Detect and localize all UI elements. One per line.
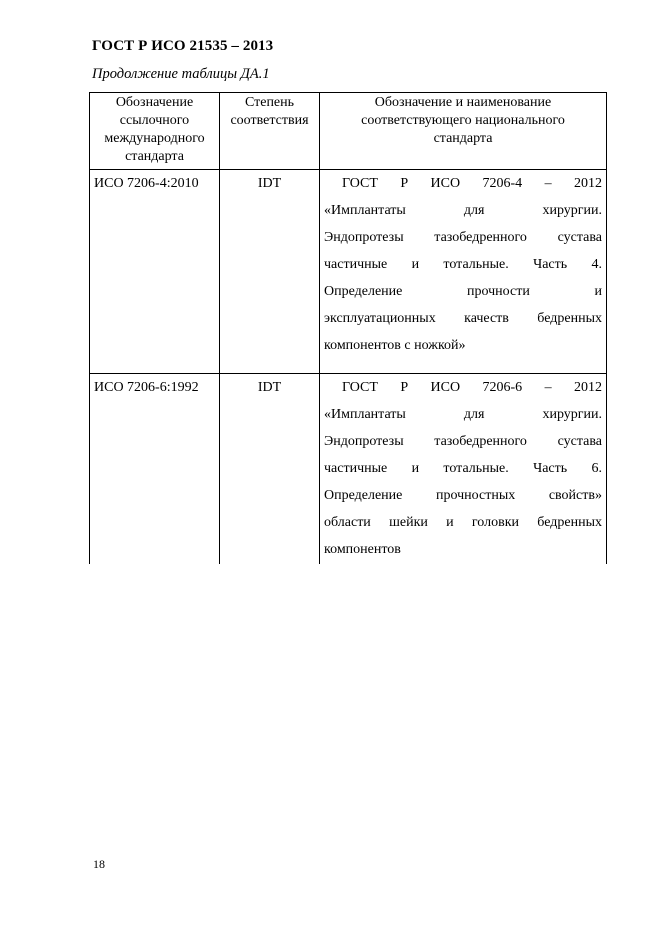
name-line: ГОСТ Р ИСО 7206-6 – 2012	[342, 380, 602, 395]
name-line: Эндопротезы тазобедренного сустава	[324, 230, 602, 245]
header-line: ссылочного	[119, 113, 190, 128]
conformity-degree: IDT	[220, 374, 320, 565]
table-row	[90, 374, 607, 565]
header-line: международного	[104, 131, 205, 146]
national-standard-name	[320, 170, 607, 374]
table-row	[90, 170, 607, 374]
header-line: Обозначение и наименование	[374, 95, 552, 110]
header-line: соответствия	[230, 113, 309, 128]
international-standard-code: ИСО 7206-4:2010	[90, 170, 220, 374]
header-line: стандарта	[433, 131, 493, 146]
name-line: «Имплантаты для хирургии.	[324, 407, 602, 422]
header-international-standard	[90, 93, 220, 170]
international-standard-code: ИСО 7206-6:1992	[90, 374, 220, 565]
national-standard-name	[320, 374, 607, 565]
header-line: Обозначение	[115, 95, 194, 110]
name-line: компонентов с ножкой»	[324, 338, 466, 353]
header-line: стандарта	[125, 149, 184, 164]
header-national-standard	[320, 93, 607, 170]
name-line: ГОСТ Р ИСО 7206-4 – 2012	[342, 176, 602, 191]
name-line: компонентов	[324, 542, 401, 557]
name-line: частичные и тотальные. Часть 4.	[324, 257, 602, 272]
name-line: Определение прочностных свойств»	[324, 488, 602, 503]
conformity-degree: IDT	[220, 170, 320, 374]
reference-standards-table	[89, 92, 607, 564]
document-header: ГОСТ Р ИСО 21535 – 2013	[92, 38, 274, 54]
table-header-row	[90, 93, 607, 170]
header-line: соответствующего национального	[361, 113, 565, 128]
name-line: «Имплантаты для хирургии.	[324, 203, 602, 218]
name-line: Эндопротезы тазобедренного сустава	[324, 434, 602, 449]
name-line: области шейки и головки бедренных	[324, 515, 602, 530]
name-line: Определение прочности и	[324, 284, 602, 299]
header-degree-of-conformity	[220, 93, 320, 170]
header-line: Степень	[244, 95, 295, 110]
table-caption: Продолжение таблицы ДА.1	[92, 66, 270, 82]
page-number: 18	[93, 857, 105, 871]
name-line: эксплуатационных качеств бедренных	[324, 311, 602, 326]
name-line: частичные и тотальные. Часть 6.	[324, 461, 602, 476]
